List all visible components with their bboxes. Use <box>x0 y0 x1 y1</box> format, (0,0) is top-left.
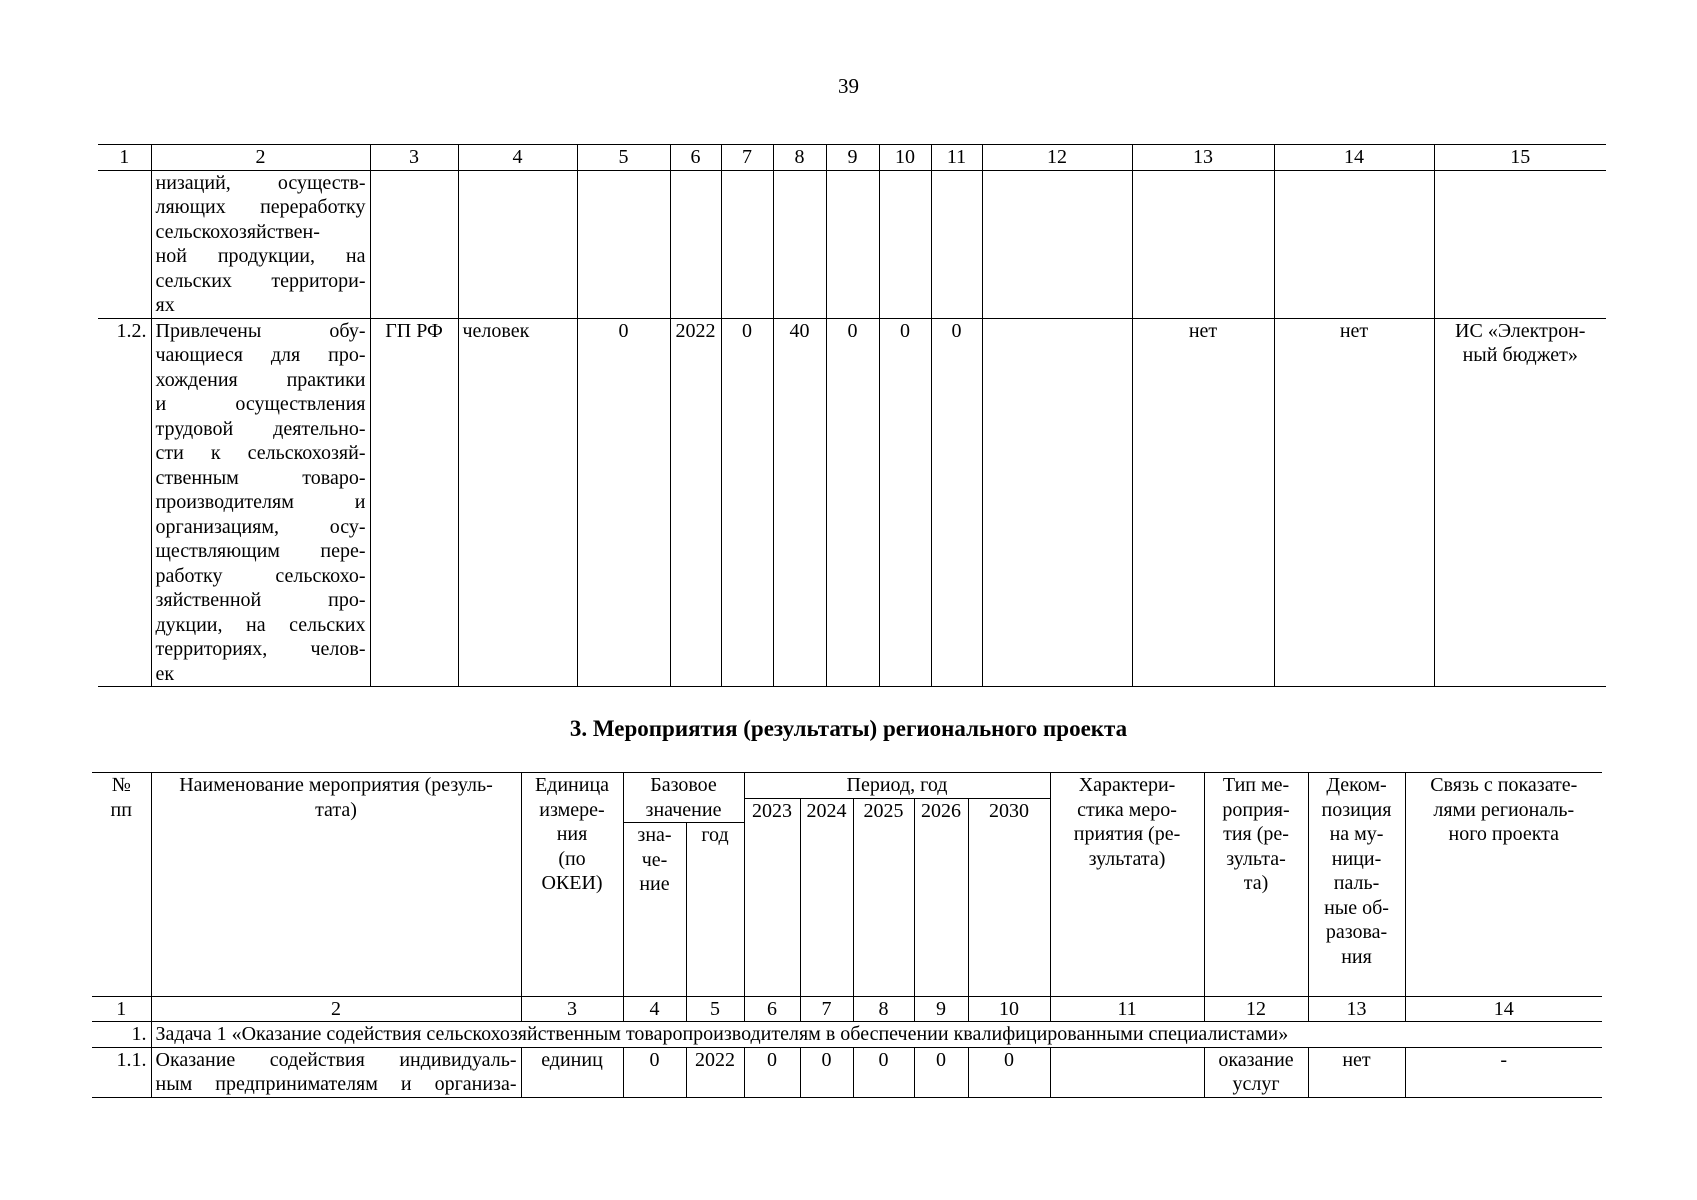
header-year-2025: 2025 <box>853 798 914 997</box>
text-line: зульта- <box>1226 847 1286 870</box>
header-decomposition <box>1308 773 1405 997</box>
text-line: сти к сельскохозяй- <box>155 442 366 464</box>
text-line: та) <box>1243 872 1269 894</box>
column-number: 5 <box>686 997 744 1022</box>
column-number: 13 <box>1132 145 1274 171</box>
text-line: позиция <box>1321 798 1392 821</box>
column-number: 1 <box>92 997 151 1022</box>
text-line: ОКЕИ) <box>541 872 603 894</box>
text-line: Связь с показате- <box>1430 774 1578 796</box>
value-2030: 0 <box>968 1047 1050 1097</box>
section-title: 3. Мероприятия (результаты) регионального проекта <box>569 716 1128 741</box>
indicator-name <box>151 318 370 687</box>
text-line: ния <box>556 823 588 845</box>
column-number: 11 <box>1050 997 1204 1022</box>
column-number: 11 <box>931 145 982 171</box>
activity-type <box>1204 1047 1308 1097</box>
text-line: территориях, челов- <box>155 638 366 660</box>
text-line: Тип ме- <box>1222 774 1290 796</box>
column-number: 3 <box>521 997 623 1022</box>
indicator-level: ГП РФ <box>370 318 458 687</box>
header-row <box>92 773 1602 799</box>
text-line: низаций, осуществ- <box>155 171 366 194</box>
column-number: 13 <box>1308 997 1405 1022</box>
header-year-2024: 2024 <box>800 798 853 997</box>
text-line: ек <box>155 662 175 685</box>
column-number: 12 <box>982 145 1132 171</box>
col-12-value <box>982 318 1132 687</box>
indicator-name-continuation <box>151 170 370 318</box>
header-base-value <box>623 823 686 997</box>
text-line: дукции, на сельских <box>155 613 366 636</box>
value-2023: 0 <box>744 1047 800 1097</box>
decomposition: нет <box>1308 1047 1405 1097</box>
value-2024: 0 <box>800 1047 853 1097</box>
activity-characteristic <box>1050 1047 1204 1097</box>
column-number: 4 <box>623 997 686 1022</box>
text-line: паль- <box>1333 872 1380 894</box>
text-line: Деком- <box>1326 774 1387 796</box>
page-number: 39 <box>838 74 859 98</box>
text-line: Наименование мероприятия (резуль- <box>179 774 493 796</box>
header-type <box>1204 773 1308 997</box>
text-line: чающиеся для про- <box>155 344 366 366</box>
header-activity-name <box>151 773 521 997</box>
information-system <box>1434 318 1606 687</box>
text-line: ния <box>1341 945 1372 968</box>
text-line: че- <box>641 848 668 871</box>
text-line: сельскохозяйствен- <box>155 220 320 243</box>
text-line: оказание <box>1218 1048 1294 1071</box>
text-line: работку сельскохо- <box>155 564 366 587</box>
header-year-2030: 2030 <box>968 798 1050 997</box>
text-line: Оказание содействия индивидуаль- <box>155 1048 517 1071</box>
text-line: зна- <box>637 824 672 846</box>
text-line: ществляющим пере- <box>155 540 366 562</box>
column-number: 7 <box>721 145 773 171</box>
text-line: измере- <box>539 798 605 821</box>
text-line: ляющих переработку <box>155 196 366 218</box>
col-14-value: нет <box>1274 318 1434 687</box>
text-line: ным предпринимателям и организа- <box>155 1073 517 1095</box>
text-line: ной продукции, на <box>155 245 366 267</box>
header-number <box>92 773 151 997</box>
value-2025: 0 <box>853 1047 914 1097</box>
column-number: 6 <box>744 997 800 1022</box>
header-year-2026: 2026 <box>914 798 968 997</box>
column-number: 5 <box>577 145 670 171</box>
column-number: 2 <box>151 145 370 171</box>
text-line: ные об- <box>1324 896 1389 919</box>
header-link <box>1405 773 1602 997</box>
column-number: 10 <box>968 997 1050 1022</box>
base-value: 0 <box>623 1047 686 1097</box>
base-value: 0 <box>577 318 670 687</box>
column-number: 10 <box>879 145 931 171</box>
text-line: трудовой деятельно- <box>155 417 366 440</box>
text-line: (по <box>558 847 586 870</box>
task-title: Задача 1 «Оказание содействия сельскохозяйственным товаропроизводителям в обеспечении квалифицированными специалистами» <box>151 1022 1602 1048</box>
value-2030: 0 <box>931 318 982 687</box>
column-number: 6 <box>670 145 721 171</box>
base-year: 2022 <box>686 1047 744 1097</box>
table-row <box>98 318 1606 687</box>
value-2026: 0 <box>879 318 931 687</box>
base-year: 2022 <box>670 318 721 687</box>
activities-table <box>92 772 1602 1098</box>
table-row <box>92 1047 1602 1097</box>
text-line: значение <box>645 798 722 821</box>
column-number: 15 <box>1434 145 1606 171</box>
text-line: ного проекта <box>1448 823 1560 845</box>
header-year-2023: 2023 <box>744 798 800 997</box>
text-line: зультата) <box>1088 847 1166 870</box>
column-number: 3 <box>370 145 458 171</box>
indicator-unit: человек <box>458 318 577 687</box>
task-number: 1. <box>92 1022 151 1048</box>
text-line: ници- <box>1331 847 1382 870</box>
column-number: 14 <box>1274 145 1434 171</box>
text-line: лями региональ- <box>1433 798 1575 821</box>
text-line: ственным товаро- <box>155 466 366 489</box>
column-number: 9 <box>826 145 879 171</box>
text-line: на му- <box>1329 823 1384 845</box>
text-line: тия (ре- <box>1223 823 1289 845</box>
text-line: услуг <box>1232 1073 1280 1095</box>
header-period: Период, год <box>744 773 1050 799</box>
text-line: ние <box>639 873 670 895</box>
activity-name <box>151 1047 521 1097</box>
text-line: сельских территори- <box>155 269 366 292</box>
text-line: Базовое <box>650 774 717 796</box>
text-line: ный бюджет» <box>1462 344 1578 366</box>
text-line: пп <box>110 798 132 821</box>
column-number: 8 <box>853 997 914 1022</box>
text-line: стика меро- <box>1077 798 1177 821</box>
indicator-link: - <box>1405 1047 1602 1097</box>
value-2023: 0 <box>721 318 773 687</box>
text-line: разова- <box>1325 921 1388 943</box>
row-number: 1.2. <box>98 318 151 687</box>
text-line: Привлечены обу- <box>155 319 366 342</box>
header-base-year: год <box>686 823 744 997</box>
value-2025: 0 <box>826 318 879 687</box>
text-line: ИС «Электрон- <box>1455 319 1586 342</box>
value-2026: 0 <box>914 1047 968 1097</box>
text-line: приятия (ре- <box>1073 823 1181 845</box>
text-line: роприя- <box>1222 798 1290 821</box>
indicators-table <box>98 144 1606 687</box>
activity-unit: единиц <box>521 1047 623 1097</box>
text-line: зяйственной про- <box>155 589 366 611</box>
column-number: 2 <box>151 997 521 1022</box>
column-number: 12 <box>1204 997 1308 1022</box>
col-13-value: нет <box>1132 318 1274 687</box>
row-number: 1.1. <box>92 1047 151 1097</box>
column-number: 9 <box>914 997 968 1022</box>
header-characteristic <box>1050 773 1204 997</box>
value-2024: 40 <box>773 318 826 687</box>
column-number: 7 <box>800 997 853 1022</box>
text-line: и осуществления <box>155 393 366 415</box>
text-line: организациям, осу- <box>155 515 366 538</box>
column-number: 8 <box>773 145 826 171</box>
text-line: тата) <box>315 798 357 821</box>
text-line: производителям и <box>155 491 366 513</box>
table-row <box>98 170 1606 318</box>
text-line: ях <box>155 294 175 316</box>
column-number: 1 <box>98 145 151 171</box>
text-line: Единица <box>534 774 610 796</box>
text-line: № <box>111 774 131 796</box>
column-number-row <box>92 997 1602 1022</box>
text-line: Характери- <box>1078 774 1176 796</box>
column-number-row <box>98 145 1606 171</box>
column-number: 14 <box>1405 997 1602 1022</box>
header-base <box>623 773 744 823</box>
header-unit <box>521 773 623 997</box>
column-number: 4 <box>458 145 577 171</box>
text-line: хождения практики <box>155 368 366 391</box>
task-row <box>92 1022 1602 1048</box>
